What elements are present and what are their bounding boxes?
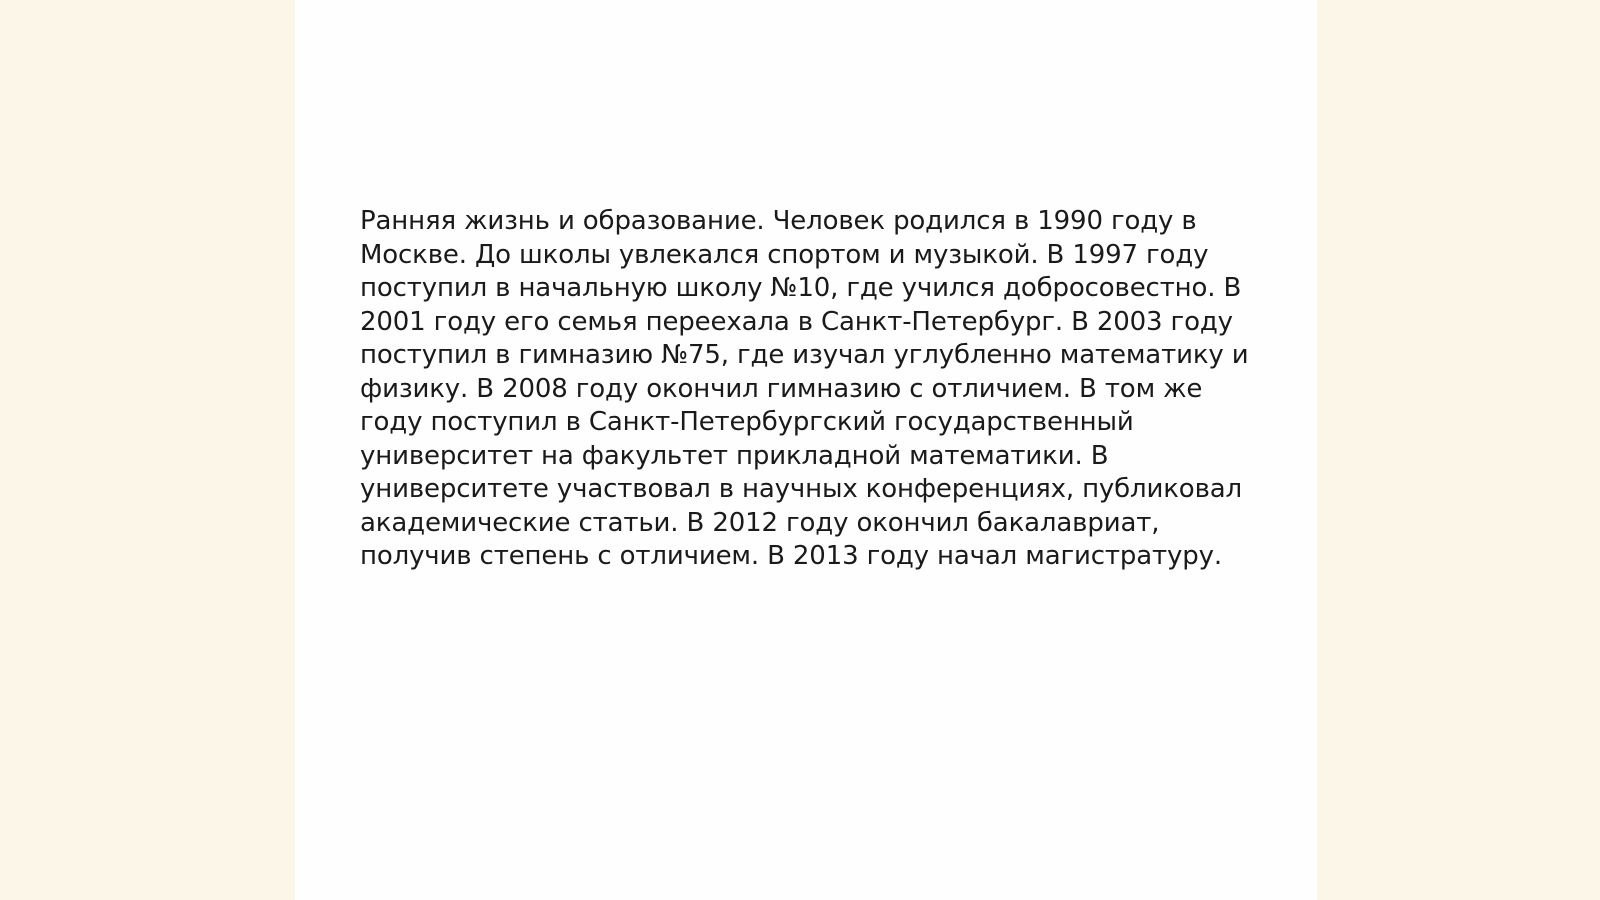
document-page bbox=[295, 0, 1317, 900]
biography-paragraph: Ранняя жизнь и образование. Человек родился в 1990 году в Москве. До школы увлекался спортом и музыкой. В 1997 году поступил в начальную школу №10, где учился добросовестно. В 2001 году его семья переехала в Санкт-Петербург. В 2003 году поступил в гимназию №75, где изучал углубленно математику и физику. В 2008 году окончил гимназию с отличием. В том же году поступил в Санкт-Петербургский государственный университет на факультет прикладной математики. В университете участвовал в научных конференциях, публиковал академические статьи. В 2012 году окончил бакалавриат, получив степень с отличием. В 2013 году начал магистратуру. bbox=[360, 206, 1249, 571]
